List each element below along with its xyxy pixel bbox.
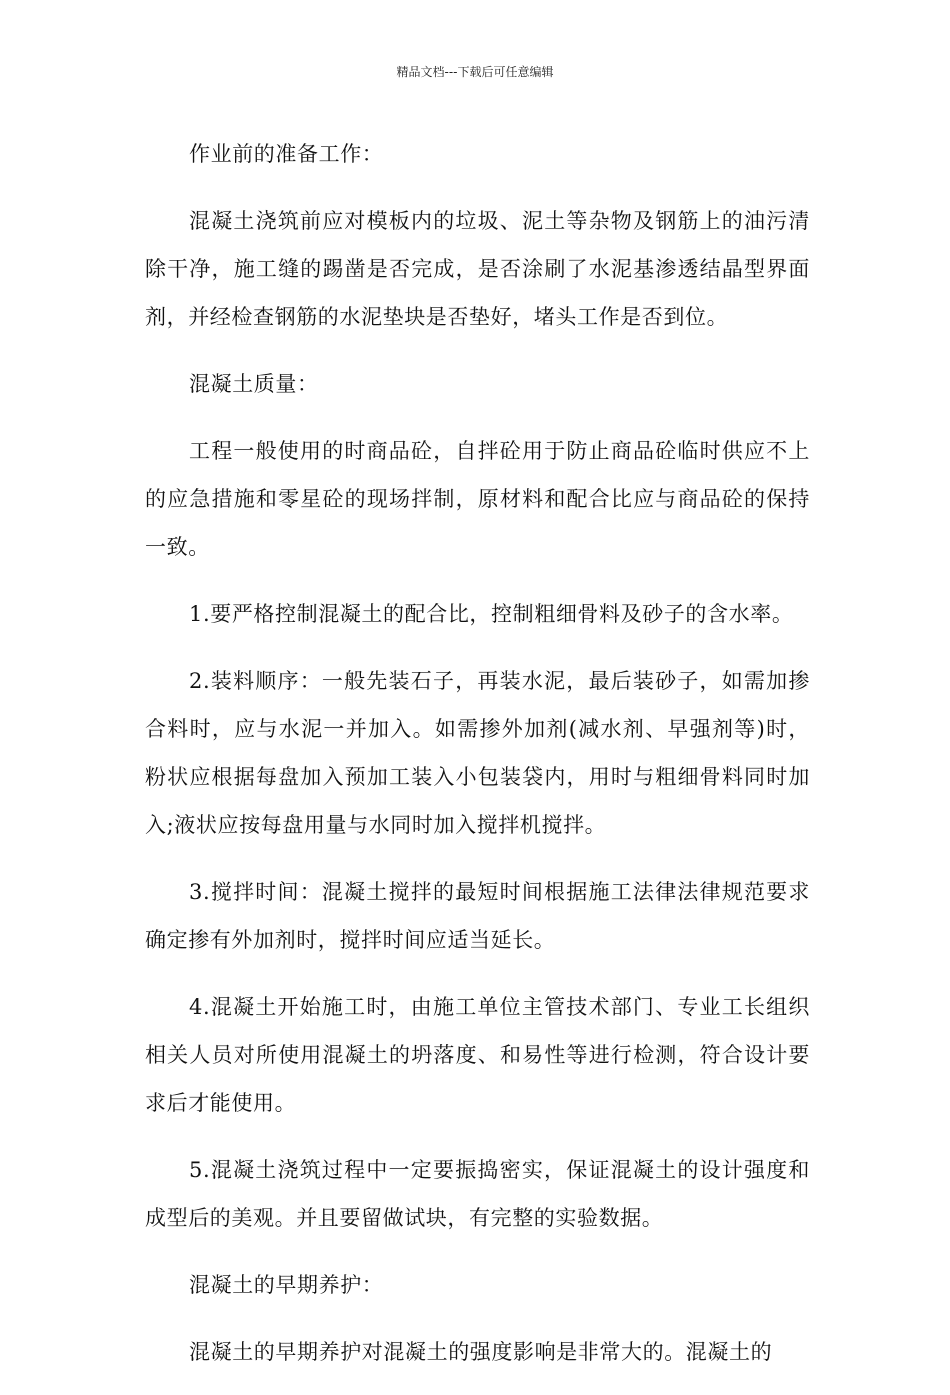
section-heading-quality: 混凝土质量： xyxy=(189,372,319,396)
section-heading-preparation: 作业前的准备工作： xyxy=(189,142,384,166)
list-item-5: 5.混凝土浇筑过程中一定要振捣密实，保证混凝土的设计强度和成型后的美观。并且要留做试块，有完整的实验数据。 xyxy=(145,1158,810,1230)
list-item-3: 3.搅拌时间：混凝土搅拌的最短时间根据施工法律法律规范要求确定掺有外加剂时，搅拌时间应适当延长。 xyxy=(145,880,810,952)
section-heading-curing: 混凝土的早期养护： xyxy=(189,1273,384,1297)
list-item-2: 2.装料顺序：一般先装石子，再装水泥，最后装砂子，如需加掺合料时，应与水泥一并加入。如需掺外加剂(减水剂、早强剂等)时，粉状应根据每盘加入预加工装入小包装袋内，用时与粗细骨料同时加入;液状应按每盘用量与水同时加入搅拌机搅拌。 xyxy=(145,669,810,837)
document-body xyxy=(145,130,810,1395)
list-item-1: 1.要严格控制混凝土的配合比，控制粗细骨料及砂子的含水率。 xyxy=(189,602,794,626)
paragraph-curing: 混凝土的早期养护对混凝土的强度影响是非常大的。混凝土的 xyxy=(189,1340,773,1364)
page-header: 精品文档---下载后可任意编辑 xyxy=(396,65,554,79)
paragraph-quality: 工程一般使用的时商品砼，自拌砼用于防止商品砼临时供应不上的应急措施和零星砼的现场拌制，原材料和配合比应与商品砼的保持一致。 xyxy=(145,439,810,559)
list-item-4: 4.混凝土开始施工时，由施工单位主管技术部门、专业工长组织相关人员对所使用混凝土的坍落度、和易性等进行检测，符合设计要求后才能使用。 xyxy=(145,995,810,1115)
paragraph-preparation: 混凝土浇筑前应对模板内的垃圾、泥土等杂物及钢筋上的油污清除干净，施工缝的踢凿是否完成，是否涂刷了水泥基渗透结晶型界面剂，并经检查钢筋的水泥垫块是否垫好，堵头工作是否到位。 xyxy=(145,209,810,329)
